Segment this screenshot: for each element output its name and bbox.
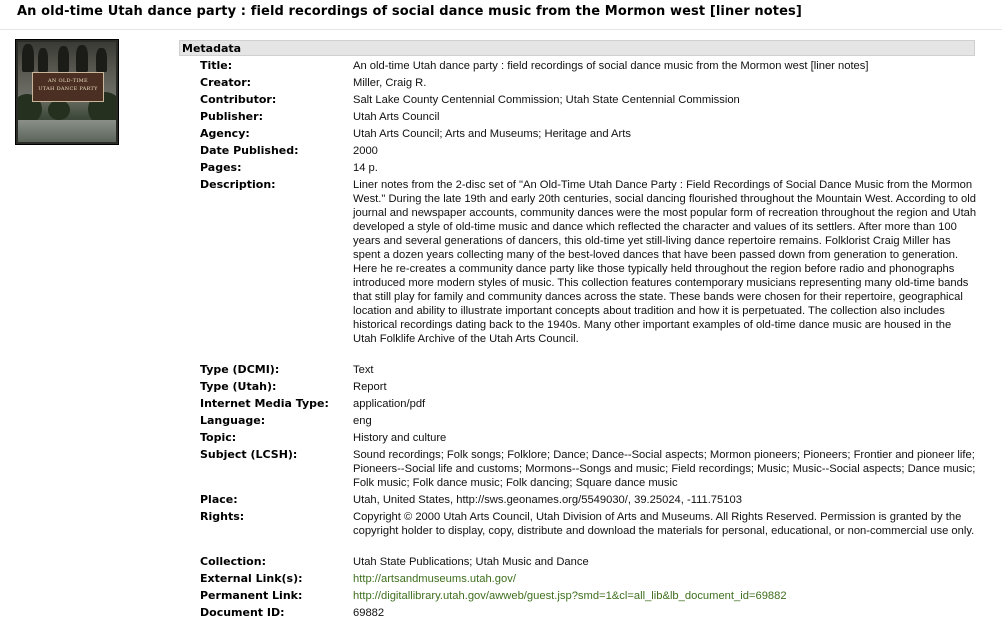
title-divider [0,29,1002,30]
field-label: Language: [200,414,266,427]
field-label: Internet Media Type: [200,397,329,410]
metadata-header: Metadata [179,40,975,56]
field-label: Document ID: [200,606,285,619]
field-label: Contributor: [200,93,277,106]
field-label: Publisher: [200,110,263,123]
permanent-link[interactable]: http://digitallibrary.utah.gov/awweb/guest.jsp?smd=1&cl=all_lib&lb_document_id=69882 [353,590,787,602]
description-value: Liner notes from the 2-disc set of "An Old-Time Utah Dance Party : Field Recordings of Social Dance Music from the Mormon West." During the late 19th and early 20th centuries, social dancing flourished throughout the Mountain West. According to old journal and newspaper accounts, community dances were the most popular form of recreation throughout the region and Utah developed a style of old-time music and dance which reflected the character and values of its settlers. After more than 100 years and several generations of dancers, this old-time yet still-living dance repertoire remains. Folklorist Craig Miller has spent a dozen years collecting many of the best-loved dances that have been passed down from generation to generation. Here he re-creates a community dance party like those typically held throughout the region before radio and phonographs introduced more modern styles of music. This collection features contemporary musicians representing many old-time bands that still play for family and community dances across the state. These bands were chosen for their repertoire, geographical location and ability to illustrate important concepts about tradition and how it is perpetuated. The collection also includes historical recordings dating back to the 1940s. Many other important examples of old-time dance music are housed in the Utah Folklife Archive of the Utah Arts Council. [353,179,977,345]
rights-value: Copyright © 2000 Utah Arts Council, Utah Division of Arts and Museums. All Rights Reserved. Permission is granted by the copyright holder to display, copy, distribute and download the materials for personal, educational, or non-commercial use only. [353,511,975,537]
cover-title-line2: UTAH DANCE PARTY [38,86,98,92]
field-label: Type (Utah): [200,380,277,393]
cover-title-band [32,72,104,102]
topic-value: History and culture [353,432,447,444]
language-value: eng [353,415,372,427]
field-label: Pages: [200,161,242,174]
cover-image [18,42,116,142]
pages-value: 14 p. [353,162,378,174]
cover-thumbnail[interactable] [15,39,119,145]
date-published-value: 2000 [353,145,378,157]
place-value: Utah, United States, http://sws.geonames.org/5549030/, 39.25024, -111.75103 [353,494,742,506]
field-label: Title: [200,59,233,72]
publisher-value: Utah Arts Council [353,111,440,123]
type-utah-value: Report [353,381,387,393]
field-label: Subject (LCSH): [200,448,298,461]
field-label: Description: [200,178,276,191]
cover-title-line1: AN OLD-TIME [48,78,88,84]
field-label: Place: [200,493,238,506]
permanent-link-container [353,589,977,603]
collection-value: Utah State Publications; Utah Music and Dance [353,556,589,568]
field-label: Type (DCMI): [200,363,280,376]
title-value: An old-time Utah dance party : field recordings of social dance music from the Mormon west [liner notes] [353,60,869,72]
field-label: Permanent Link: [200,589,303,602]
field-label: Rights: [200,510,245,523]
subject-lcsh-value: Sound recordings; Folk songs; Folklore; Dance; Dance--Social aspects; Mormon pioneers; Pioneers; Frontier and pioneer life; Pioneers--Social life and customs; Mormons--Songs and music; Field recordings; Music; Music--Social aspects; Dance music; Folk music; Folk dance music; Folk dancing; Square dance music [353,449,976,489]
document-id-value: 69882 [353,607,385,619]
contributor-value: Salt Lake County Centennial Commission; Utah State Centennial Commission [353,94,740,106]
type-dcmi-value: Text [353,364,374,376]
internet-media-type-value: application/pdf [353,398,426,410]
field-label: Collection: [200,555,266,568]
page-title: An old-time Utah dance party : field recordings of social dance music from the Mormon west [liner notes] [17,4,802,19]
field-label: Creator: [200,76,252,89]
external-link[interactable]: http://artsandmuseums.utah.gov/ [353,573,516,585]
agency-value: Utah Arts Council; Arts and Museums; Heritage and Arts [353,128,631,140]
external-link-container [353,572,977,586]
field-label: Agency: [200,127,250,140]
field-label: Topic: [200,431,237,444]
creator-value: Miller, Craig R. [353,77,427,89]
field-label: Date Published: [200,144,299,157]
field-label: External Link(s): [200,572,303,585]
